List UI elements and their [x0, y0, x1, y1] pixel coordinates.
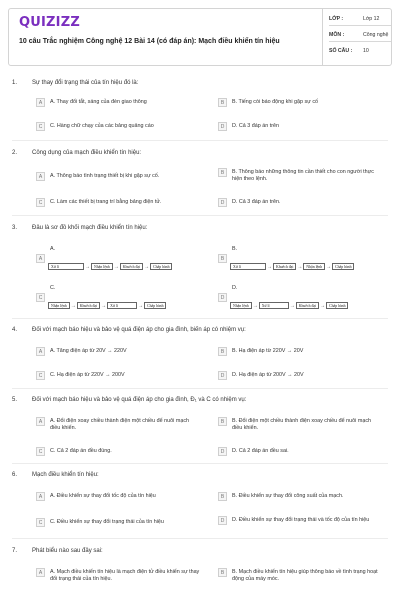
diagram-block: Chấp hành [150, 263, 172, 270]
option-b[interactable]: B B. Thông báo những thông tin cần thiết cho con người thực hiện theo lệnh. [218, 168, 382, 183]
arrow-icon: → [297, 263, 303, 270]
meta-divider [329, 41, 391, 42]
diagram-block: Nhận lệnh [48, 302, 70, 309]
option-a[interactable]: A A. Tăng điện áp từ 20V → 220V [36, 347, 200, 356]
option-letter-box: A [36, 98, 45, 107]
option-b[interactable]: B B. Điều khiển sự thay đổi công suất của mạch. [218, 492, 382, 501]
question-text: Đối với mạch báo hiệu và bảo vệ quá điện áp cho gia đình, Đ₁ và C có nhiệm vụ: [32, 397, 247, 403]
question-number: 3. [12, 225, 18, 231]
question-separator [12, 318, 388, 319]
worksheet-title: 10 câu Trắc nghiệm Công nghệ 12 Bài 14 (có đáp án): Mạch điều khiển tín hiệu [19, 38, 280, 45]
question-separator [12, 215, 388, 216]
question-separator [12, 538, 388, 539]
option-letter-box: C [36, 518, 45, 527]
option-c[interactable]: C C. Làm các thiết bị trang trí bằng bảng điện tử. [36, 198, 200, 207]
option-letter-box: B [218, 417, 227, 426]
option-a[interactable]: A A. Điều khiển sự thay đổi tốc độ của tín hiệu [36, 492, 200, 501]
option-letter-box: B [218, 98, 227, 107]
option-letter-box: C [36, 371, 45, 380]
option-a[interactable]: A A. Thay đổi tắt, sáng của đèn giao thông [36, 98, 200, 107]
option-a[interactable]: A A. Mạch điều khiển tín hiệu là mạch điện tử điều khiển sự thay đổi trạng thái của tín hiệu. [36, 568, 200, 583]
question-number: 2. [12, 150, 18, 156]
option-letter-box: D [218, 371, 227, 380]
option-letter-box: B [218, 168, 227, 177]
option-letter-box: B [218, 347, 227, 356]
arrow-icon: → [289, 302, 295, 309]
diagram-block: Khuếch đại [120, 263, 143, 270]
option-letter-box: A [36, 347, 45, 356]
option-c[interactable]: C C. Cả 2 đáp án đều đúng. [36, 447, 200, 456]
arrow-icon: → [85, 263, 90, 270]
option-letter-box: B [218, 568, 227, 577]
block-diagram [48, 263, 172, 270]
question-number: 6. [12, 472, 18, 478]
header-divider [322, 9, 323, 65]
option-d[interactable]: D D. Hạ điện áp từ 200V → 20V [218, 371, 382, 380]
diagram-block: Khuếch đại [296, 302, 319, 309]
arrow-icon: → [144, 263, 150, 270]
arrow-icon: → [70, 302, 76, 309]
option-c[interactable]: C C. Hàng chữ chạy của các bảng quảng cáo [36, 122, 200, 131]
option-letter-box: C [36, 293, 45, 302]
option-c[interactable]: C C. Hạ điện áp từ 220V → 200V [36, 371, 200, 380]
option-letter-box: C [36, 198, 45, 207]
question-text: Mạch điều khiển tín hiệu: [32, 472, 99, 478]
meta-divider [329, 25, 391, 26]
arrow-icon: → [138, 302, 144, 309]
arrow-icon: → [267, 263, 272, 270]
option-letter-box: D [218, 516, 227, 525]
diagram-block: Chấp hành [326, 302, 348, 309]
arrow-icon: → [326, 263, 332, 270]
option-letter-box: C [36, 447, 45, 456]
option-d[interactable]: D D. Cả 3 đáp án trên [218, 122, 382, 131]
option-b[interactable]: B B. Đổi điện một chiều thành điện xoay chiều để nuôi mạch điều khiển. [218, 417, 382, 432]
question-number: 1. [12, 80, 18, 86]
option-letter-box: A [36, 492, 45, 501]
block-diagram [230, 263, 354, 270]
diagram-block: Nhận lệnh [230, 302, 252, 309]
option-letter-box: A [36, 417, 45, 426]
question-text: Đâu là sơ đồ khối mạch điều khiển tín hiệu: [32, 225, 148, 231]
question-text: Đối với mạch báo hiệu và bảo vệ quá điện áp cho gia đình, biến áp có nhiệm vụ: [32, 327, 246, 333]
question-separator [12, 388, 388, 389]
worksheet-header: QUIZIZZ 10 câu Trắc nghiệm Công nghệ 12 Bài 14 (có đáp án): Mạch điều khiển tín hiệu LỚP : Lớp 12 MÔN : Công nghệ SỐ CÂU : 10 [8, 8, 392, 66]
option-letter-box: C [36, 122, 45, 131]
option-c[interactable]: C C. Điều khiển sự thay đổi trạng thái của tín hiệu [36, 518, 200, 527]
block-diagram [230, 302, 348, 309]
diagram-block: Khuếch đại [273, 263, 296, 270]
diagram-block: Xử lí [230, 263, 266, 270]
option-a[interactable]: A A. Thông báo tình trạng thiết bị khi gặp sự cố. [36, 172, 200, 181]
option-d[interactable]: D D. Cả 3 đáp án trên. [218, 198, 382, 207]
question-separator [12, 463, 388, 464]
question-text: Sự thay đổi trạng thái của tín hiệu đó là: [32, 80, 139, 86]
question-text: Phát biểu nào sau đây sai: [32, 548, 103, 554]
diagram-block: Nhận lệnh [91, 263, 113, 270]
diagram-block: Chấp hành [144, 302, 166, 309]
diagram-block: Khuếch đại [77, 302, 100, 309]
quizizz-logo: QUIZIZZ [19, 15, 80, 30]
option-letter-box: A [36, 568, 45, 577]
option-d[interactable]: D D. Cả 2 đáp án đều sai. [218, 447, 382, 456]
arrow-icon: → [252, 302, 258, 309]
diagram-block: Xử lí [48, 263, 84, 270]
option-b[interactable]: B B. Tiếng còi báo động khi gặp sự cố [218, 98, 382, 107]
option-letter-box: D [218, 447, 227, 456]
arrow-icon: → [320, 302, 326, 309]
option-d[interactable]: D D. Điều khiển sự thay đổi trạng thái và tốc độ của tín hiệu [218, 516, 382, 525]
option-letter-box: A [36, 172, 45, 181]
question-number: 4. [12, 327, 18, 333]
option-letter-box: D [218, 293, 227, 302]
diagram-block: Xử lí [259, 302, 289, 309]
option-letter-box: D [218, 122, 227, 131]
block-diagram [48, 302, 166, 309]
arrow-icon: → [101, 302, 107, 309]
question-text: Công dụng của mạch điều khiển tín hiệu: [32, 150, 142, 156]
option-b[interactable]: B B. Mạch điều khiển tín hiệu giúp thông báo về tình trạng hoạt động của máy móc. [218, 568, 382, 583]
option-letter-box: B [218, 254, 227, 263]
option-letter-box: D [218, 198, 227, 207]
diagram-block: Chấp hành [332, 263, 354, 270]
arrow-icon: → [113, 263, 119, 270]
question-number: 5. [12, 397, 18, 403]
diagram-block: Nhận lệnh [303, 263, 325, 270]
option-letter-box: A [36, 254, 45, 263]
option-letter-box: B [218, 492, 227, 501]
question-number: 7. [12, 548, 18, 554]
option-b[interactable]: B B. Hạ điện áp từ 220V → 20V [218, 347, 382, 356]
question-separator [12, 140, 388, 141]
option-a[interactable]: A A. Đổi điện xoay chiều thành điện một chiều để nuôi mạch điều khiển. [36, 417, 200, 432]
diagram-block: Xử lí [107, 302, 137, 309]
